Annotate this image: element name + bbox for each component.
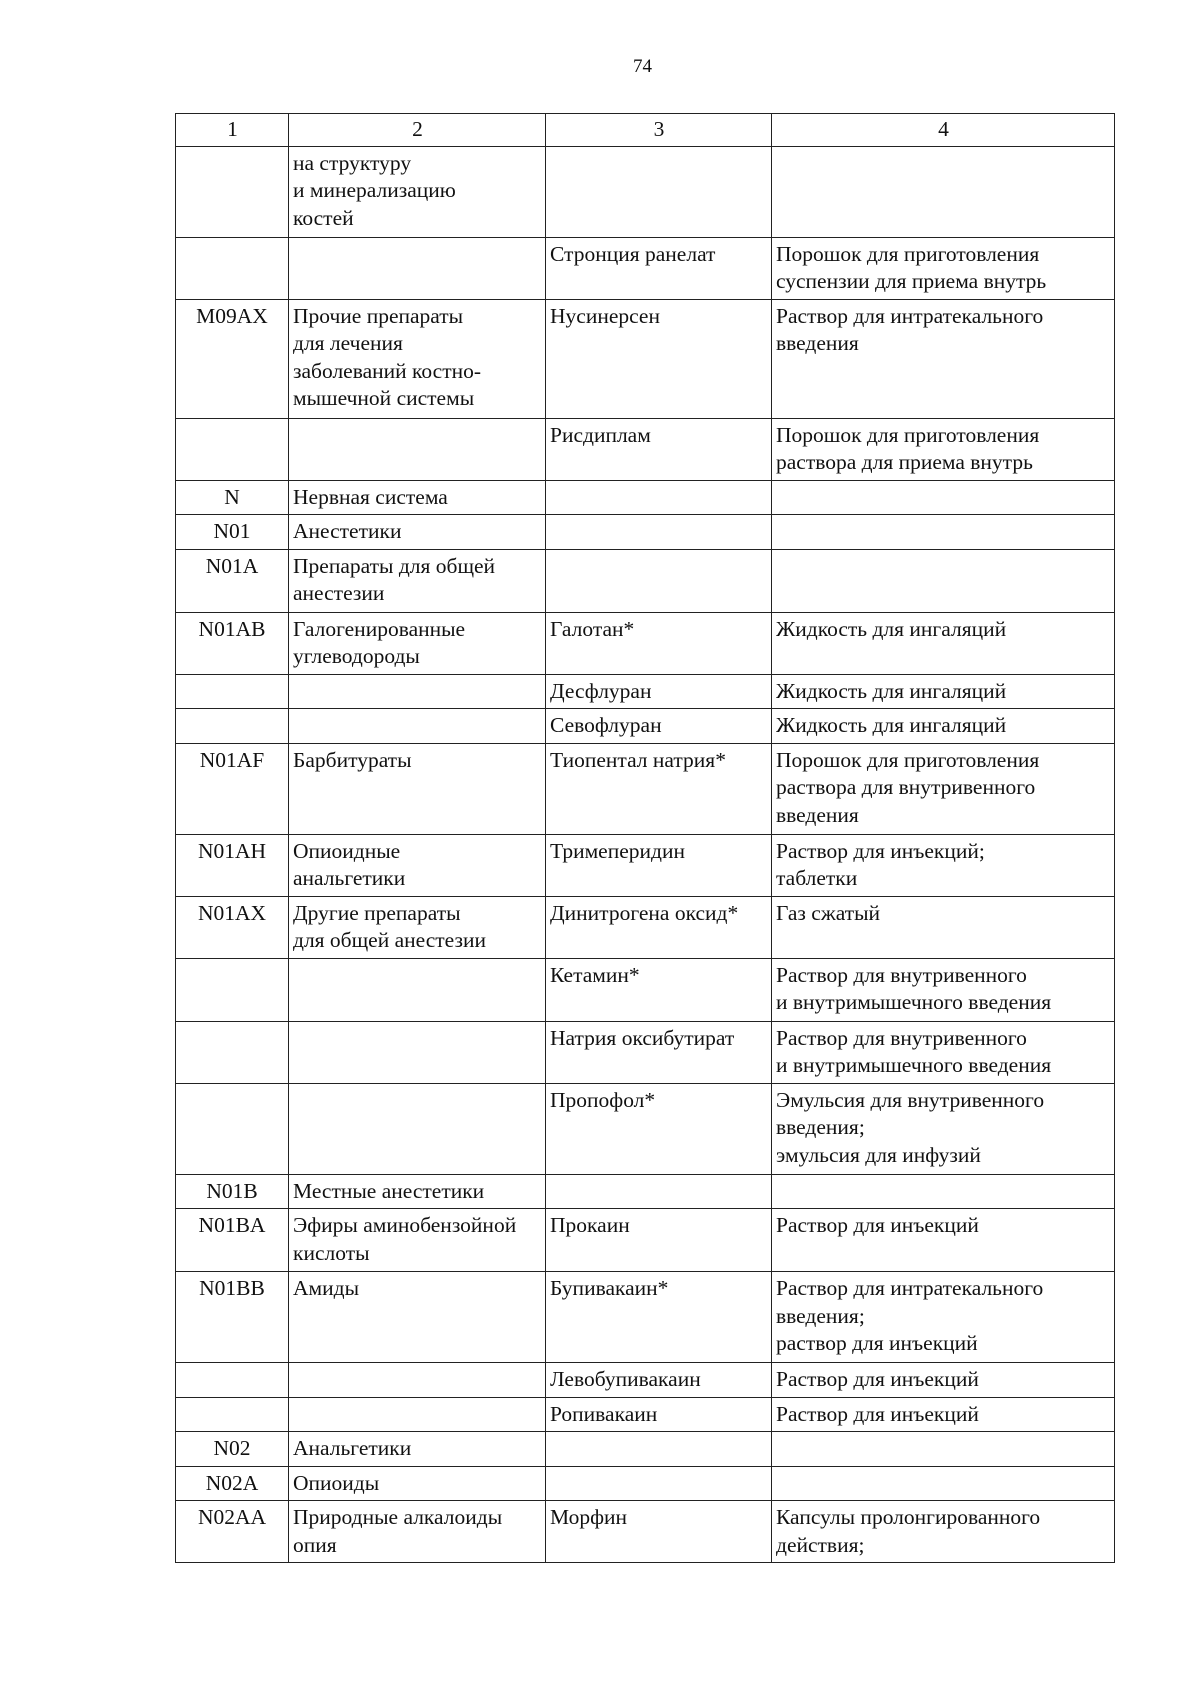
table-row [176,1083,1115,1174]
table-row [176,549,1115,612]
table-row [176,515,1115,550]
dosage-form-cell [772,515,1115,550]
page-number: 74 [633,56,652,77]
table-row [176,674,1115,709]
group-cell [289,237,546,299]
dosage-form-cell: Порошок для приготовления раствора для приема внутрь [772,418,1115,480]
table-row [176,299,1115,418]
table-row [176,834,1115,896]
drug-name-cell [546,549,772,612]
code-cell: N02AA [176,1501,289,1563]
dosage-form-cell [772,1466,1115,1501]
code-cell: N02A [176,1466,289,1501]
code-cell [176,1021,289,1083]
drug-name-cell: Рисдиплам [546,418,772,480]
dosage-form-cell: Порошок для приготовления суспензии для приема внутрь [772,237,1115,299]
group-cell [289,1021,546,1083]
group-cell [289,674,546,709]
drug-name-cell [546,515,772,550]
table-row [176,1021,1115,1083]
code-cell [176,1397,289,1432]
table-row [176,1272,1115,1363]
drug-name-cell: Тримеперидин [546,834,772,896]
table-body [176,146,1115,1563]
drug-name-cell: Ропивакаин [546,1397,772,1432]
dosage-form-cell: Раствор для инъекций [772,1363,1115,1398]
code-cell: N [176,480,289,515]
drug-name-cell [546,1432,772,1467]
dosage-form-cell: Раствор для внутривенного и внутримышечного введения [772,958,1115,1021]
drug-name-cell: Галотан* [546,612,772,674]
drug-table [175,113,1115,1563]
group-cell: Анестетики [289,515,546,550]
code-cell: N01AH [176,834,289,896]
group-cell: Нервная система [289,480,546,515]
group-cell [289,958,546,1021]
dosage-form-cell: Капсулы пролонгированного действия; [772,1501,1115,1563]
group-cell: Барбитураты [289,743,546,834]
group-cell [289,709,546,744]
table-row [176,958,1115,1021]
code-cell [176,958,289,1021]
dosage-form-cell: Порошок для приготовления раствора для внутривенного введения [772,743,1115,834]
code-cell [176,1083,289,1174]
drug-name-cell: Нусинерсен [546,299,772,418]
drug-name-cell: Севофлуран [546,709,772,744]
table-row [176,1174,1115,1209]
code-cell: N01BA [176,1209,289,1272]
code-cell [176,237,289,299]
code-cell: M09AX [176,299,289,418]
group-cell [289,1363,546,1398]
code-cell [176,418,289,480]
group-cell [289,1083,546,1174]
table-row [176,709,1115,744]
table-row [176,1397,1115,1432]
code-cell: N01BB [176,1272,289,1363]
table-row [176,146,1115,237]
table-row [176,480,1115,515]
group-cell [289,418,546,480]
table-row [176,743,1115,834]
group-cell: Местные анестетики [289,1174,546,1209]
drug-name-cell: Кетамин* [546,958,772,1021]
dosage-form-cell: Раствор для инъекций [772,1397,1115,1432]
dosage-form-cell: Жидкость для ингаляций [772,709,1115,744]
header-cell-1: 1 [176,114,289,147]
dosage-form-cell: Жидкость для ингаляций [772,612,1115,674]
table-header-row [176,114,1115,147]
table-row [176,1363,1115,1398]
group-cell: Амиды [289,1272,546,1363]
table-row [176,1432,1115,1467]
drug-name-cell: Прокаин [546,1209,772,1272]
code-cell: N01AF [176,743,289,834]
dosage-form-cell: Раствор для интратекального введения [772,299,1115,418]
code-cell: N01B [176,1174,289,1209]
group-cell: Препараты для общей анестезии [289,549,546,612]
drug-name-cell: Левобупивакаин [546,1363,772,1398]
drug-name-cell: Десфлуран [546,674,772,709]
dosage-form-cell: Раствор для инъекций [772,1209,1115,1272]
code-cell: N01A [176,549,289,612]
table-row [176,418,1115,480]
dosage-form-cell: Раствор для интратекального введения; раствор для инъекций [772,1272,1115,1363]
group-cell: Опиоиды [289,1466,546,1501]
drug-name-cell: Стронция ранелат [546,237,772,299]
group-cell: Анальгетики [289,1432,546,1467]
code-cell [176,674,289,709]
group-cell: Прочие препараты для лечения заболеваний костно- мышечной системы [289,299,546,418]
group-cell: Опиоидные анальгетики [289,834,546,896]
code-cell [176,146,289,237]
group-cell [289,1397,546,1432]
header-cell-3: 3 [546,114,772,147]
group-cell: на структуру и минерализацию костей [289,146,546,237]
drug-name-cell: Морфин [546,1501,772,1563]
dosage-form-cell: Газ сжатый [772,896,1115,958]
dosage-form-cell: Раствор для внутривенного и внутримышечного введения [772,1021,1115,1083]
table-row [176,1501,1115,1563]
drug-name-cell: Динитрогена оксид* [546,896,772,958]
table-row [176,896,1115,958]
table-row [176,1466,1115,1501]
code-cell: N01AX [176,896,289,958]
code-cell [176,709,289,744]
table-row [176,1209,1115,1272]
group-cell: Природные алкалоиды опия [289,1501,546,1563]
table-row [176,612,1115,674]
header-cell-4: 4 [772,114,1115,147]
code-cell: N01 [176,515,289,550]
dosage-form-cell [772,1432,1115,1467]
dosage-form-cell: Раствор для инъекций; таблетки [772,834,1115,896]
drug-name-cell: Пропофол* [546,1083,772,1174]
drug-name-cell [546,146,772,237]
dosage-form-cell [772,1174,1115,1209]
header-cell-2: 2 [289,114,546,147]
table-row [176,237,1115,299]
drug-name-cell [546,480,772,515]
group-cell: Эфиры аминобензойной кислоты [289,1209,546,1272]
code-cell: N02 [176,1432,289,1467]
drug-name-cell: Тиопентал натрия* [546,743,772,834]
dosage-form-cell: Жидкость для ингаляций [772,674,1115,709]
dosage-form-cell [772,480,1115,515]
dosage-form-cell [772,146,1115,237]
group-cell: Другие препараты для общей анестезии [289,896,546,958]
code-cell [176,1363,289,1398]
group-cell: Галогенированные углеводороды [289,612,546,674]
code-cell: N01AB [176,612,289,674]
drug-name-cell [546,1466,772,1501]
drug-name-cell: Бупивакаин* [546,1272,772,1363]
drug-name-cell: Натрия оксибутират [546,1021,772,1083]
drug-name-cell [546,1174,772,1209]
dosage-form-cell: Эмульсия для внутривенного введения; эмульсия для инфузий [772,1083,1115,1174]
dosage-form-cell [772,549,1115,612]
